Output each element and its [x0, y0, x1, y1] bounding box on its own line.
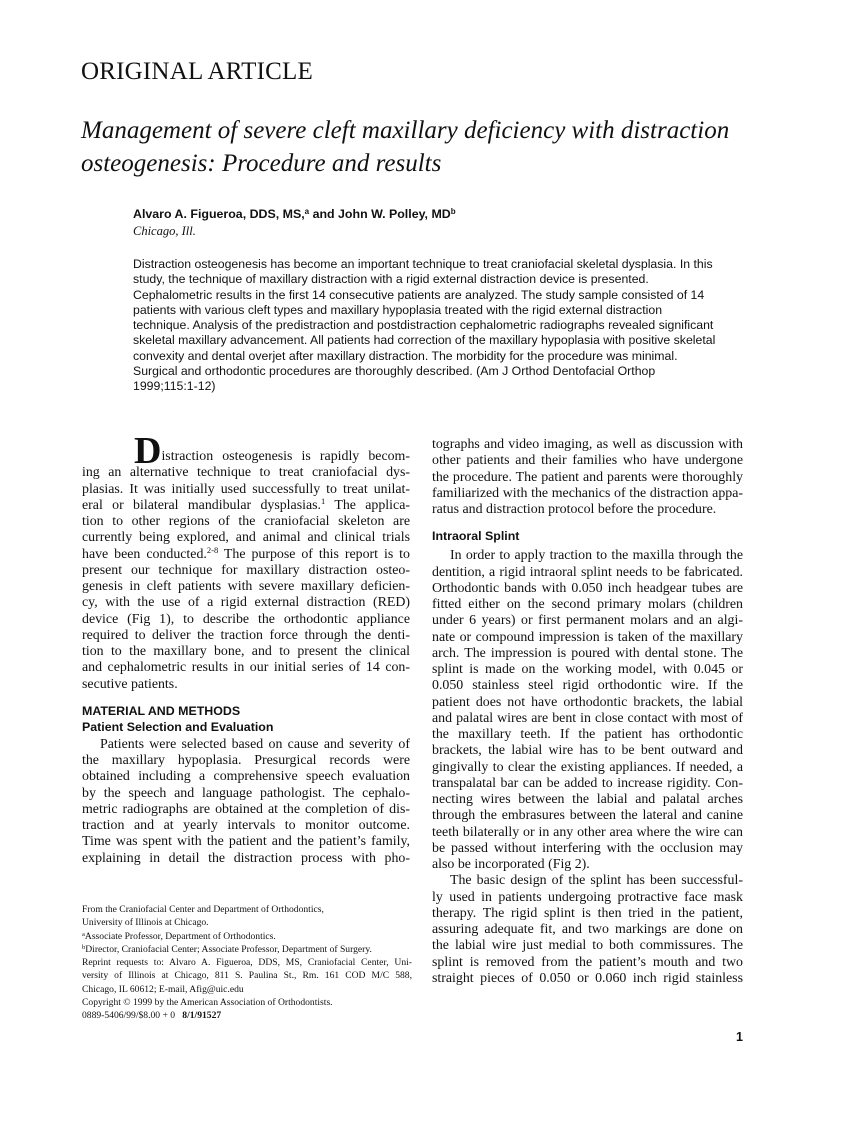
abstract-line: patients with various cleft types and maxillary hypoplasia treated with the rigid external distraction [133, 302, 663, 317]
body-line: splint is made on the working model, with 0.045 or [432, 662, 743, 677]
body-line: the maxillary hypoplasia. Presurgical records were [82, 753, 410, 768]
body-text: The applica- [325, 497, 410, 513]
intro-first-line [82, 430, 410, 472]
body-line [82, 544, 410, 563]
body-line: transpalatal bar can be added to increase rigidity. Con- [432, 775, 743, 791]
body-line: In order to apply traction to the maxilla through the [450, 548, 743, 564]
body-line: straight pieces of 0.050 or 0.060 inch rigid stainless [432, 970, 743, 986]
body-line: fitted either on the second primary molars (children [432, 597, 743, 612]
body-line: the labial wire just medial to both commissures. The [432, 938, 743, 954]
body-line: and cephalometric results in our initial series of 14 con- [82, 660, 410, 676]
body-line: ratus and distraction protocol before the procedure. [432, 502, 717, 517]
body-line: patient does not have orthodontic brackets, the labial [432, 694, 743, 710]
body-line: device (Fig 1), to describe the orthodontic appliance [82, 611, 410, 627]
author-list [133, 207, 456, 222]
footnotes [82, 903, 412, 1023]
citation: 2-8 [206, 544, 219, 555]
body-line: present our technique for maxillary distraction osteo- [82, 562, 410, 578]
body-line: the maxillary teeth. If the patient has orthodontic [432, 727, 743, 742]
right-column [432, 437, 743, 987]
affiliation-marker: b [82, 943, 86, 951]
abstract-line: skeletal maxillary advancement. All patients had correction of the maxillary hypoplasia with positive skeletal [133, 333, 716, 348]
body-line: genesis in cleft patients with severe maxillary deficien- [82, 579, 410, 594]
title-line: Management of severe cleft maxillary deficiency with distraction [81, 117, 730, 144]
issn-line [82, 1009, 412, 1022]
body-text: eral or bilateral mandibular dysplasias. [82, 497, 322, 513]
citation: 1 [321, 495, 326, 506]
body-line: familiarized with the mechanics of the distraction appa- [432, 485, 743, 501]
body-line: 0.050 stainless steel rigid orthodontic wire. If the [432, 678, 743, 694]
subsection-heading: Patient Selection and Evaluation [82, 719, 274, 734]
section-label: ORIGINAL ARTICLE [81, 58, 313, 85]
footnote-text: 0889-5406/99/$8.00 + 0 [82, 1010, 183, 1022]
footnote-line: University of Illinois at Chicago. [82, 917, 209, 929]
body-line: through the embrasures between the lateral and canine [432, 808, 743, 824]
footnote-line [82, 930, 412, 943]
body-line: splint is removed from the patient’s mouth and two [432, 954, 743, 970]
footnote-line: Reprint requests to: Alvaro A. Figueroa, DDS, MS, Craniofacial Center, Uni- [82, 957, 412, 969]
body-line: also be incorporated (Fig 2). [432, 857, 590, 872]
body-line: tographs and video imaging, as well as discussion with [432, 437, 743, 452]
body-line: metric radiographs are obtained at the completion of dis- [82, 801, 410, 817]
author-name: and John W. Polley, MD [309, 207, 451, 221]
body-line: brackets, the labial wire has to be bent outward and [432, 743, 743, 759]
author-location: Chicago, Ill. [133, 224, 196, 238]
body-text: The purpose of this report is to [218, 546, 410, 562]
body-line: arch. The impression is poured with dental stone. The [432, 645, 743, 661]
body-line: by the speech and language pathologist. The cephalo- [82, 785, 410, 801]
body-line: ly used in patients undergoing protractive face mask [432, 889, 743, 905]
affiliation-marker: a [82, 930, 85, 938]
body-line: Time was spent with the patient and the patient’s family, [82, 834, 410, 850]
body-line: and palatal wires are bent in close contact with most of [432, 710, 743, 726]
drop-cap: D [134, 430, 162, 472]
body-line: therapy. The rigid splint is then tried in the patient, [432, 905, 743, 921]
copyright-line: Copyright © 1999 by the American Association of Orthodontists. [82, 997, 333, 1009]
footnote-text: Director, Craniofacial Center; Associate Professor, Department of Surgery. [85, 943, 372, 955]
footnote-line: From the Craniofacial Center and Department of Orthodontics, [82, 904, 324, 915]
footnote-line [82, 943, 412, 956]
body-line: explaining in detail the distraction process with pho- [82, 850, 410, 866]
abstract-line: 1999;115:1-12) [133, 379, 216, 394]
body-line: currently being explored, and animal and clinical trials [82, 530, 410, 546]
body-line: teeth bilaterally or in any other area where the wire can [432, 824, 743, 840]
body-line: traction and at yearly intervals to monitor outcome. [82, 818, 410, 833]
body-line: other patients and their families who have undergone [432, 453, 743, 469]
abstract [133, 257, 743, 395]
body-line [82, 495, 410, 514]
body-line: secutive patients. [82, 676, 178, 692]
body-line: Patients were selected based on cause and severity of [100, 736, 410, 752]
body-line: obtained including a comprehensive speech evaluation [82, 769, 410, 785]
body-line: plasias. It was initially used successfully to treat unilat- [82, 481, 410, 497]
article-title [81, 114, 781, 180]
intro-text: istraction osteogenesis is rapidly becom- [161, 449, 410, 464]
subsection-heading: Intraoral Splint [432, 529, 520, 544]
body-line: cy, with the use of a rigid external distraction (RED) [82, 595, 410, 611]
section-heading: MATERIAL AND METHODS [82, 703, 241, 718]
left-column [82, 430, 410, 867]
abstract-line: Surgical and orthodontic procedures are thoroughly described. (Am J Orthod Dentofacial Orthop [133, 364, 656, 379]
body-line: nate or compound impression is taken of the maxillary [432, 629, 743, 645]
body-line: gingivally to clear the existing appliances. If needed, a [432, 759, 743, 775]
abstract-line: study, the technique of maxillary distraction with a rigid external distraction device is presented. [133, 272, 649, 287]
body-line: necting wires between the labial and palatal arches [432, 792, 743, 807]
author-name: Alvaro A. Figueroa, DDS, MS, [133, 207, 305, 221]
abstract-line: Distraction osteogenesis has become an important technique to treat craniofacial skeletal dysplasia. In this [133, 257, 713, 271]
article-code: 8/1/91527 [182, 1010, 222, 1022]
title-line: osteogenesis: Procedure and results [81, 150, 442, 177]
body-line: tion to the maxillary bone, and to present the clinical [82, 644, 410, 659]
body-line: The basic design of the splint has been successful- [450, 873, 743, 889]
body-text: have been conducted. [82, 546, 207, 562]
footnote-line: Chicago, IL 60612; E-mail, Afig@uic.edu [82, 983, 244, 995]
page-number: 1 [736, 1030, 743, 1044]
affiliation-marker: b [450, 207, 456, 216]
body-line: the procedure. The patient and parents were thoroughly [432, 469, 743, 485]
body-line: ing an alternative technique to treat craniofacial dys- [82, 465, 410, 481]
abstract-line: convexity and dental overjet after maxillary distraction. The morbidity for the procedure was minimal. [133, 348, 678, 363]
body-line: dentition, a rigid intraoral splint needs to be fabricated. [432, 564, 743, 580]
footnote-line: versity of Illinois at Chicago, 811 S. Paulina St., Rm. 161 COD M/C 588, [82, 970, 412, 982]
abstract-line: technique. Analysis of the predistraction and postdistraction cephalometric radiographs revealed significant [133, 318, 714, 333]
abstract-line: Cephalometric results in the first 14 consecutive patients are analyzed. The study sample consisted of 14 [133, 287, 705, 302]
footnote-text: Associate Professor, Department of Orthodontics. [84, 930, 276, 942]
body-line: under 6 years) or first permanent molars and an algi- [432, 613, 743, 629]
body-line: Orthodontic bands with 0.050 inch headgear tubes are [432, 580, 743, 596]
body-line: tion to other regions of the craniofacial skeleton are [82, 514, 410, 529]
body-line: be passed without interfering with the occlusion may [432, 840, 743, 856]
affiliation-marker: a [304, 207, 310, 216]
body-line: required to deliver the traction force through the denti- [82, 627, 410, 643]
body-line: assuring adequate fit, and two markings are done on [432, 922, 743, 937]
